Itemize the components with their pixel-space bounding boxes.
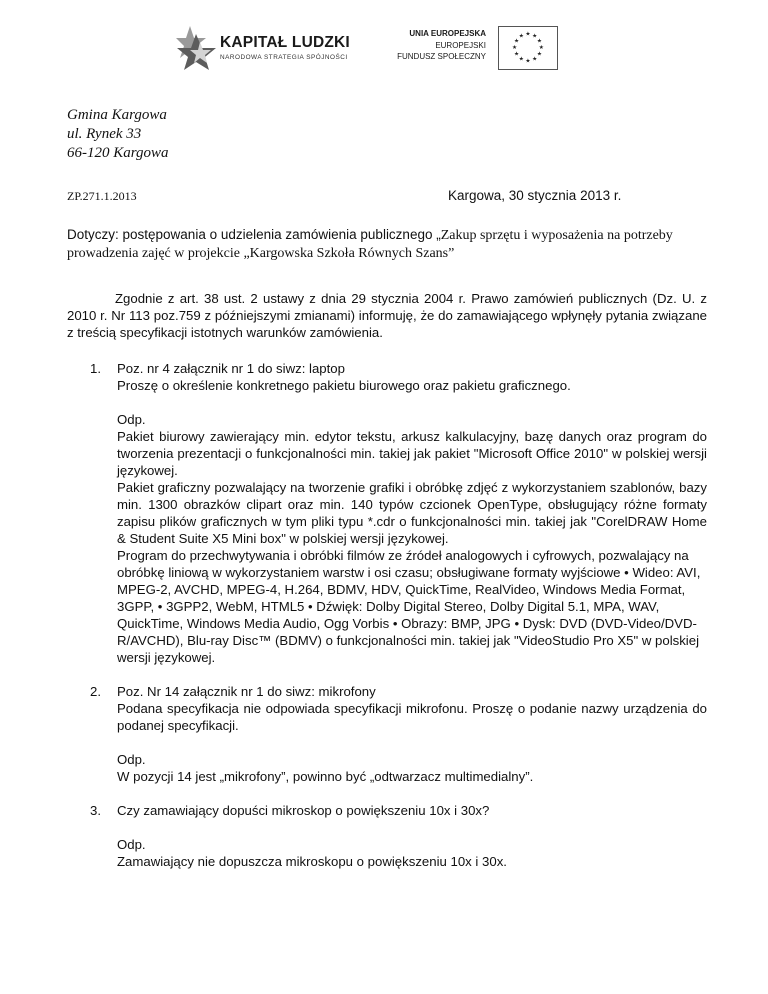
answer-paragraph: Program do przechwytywania i obróbki filmów ze źródeł analogowych i cyfrowych, pozwalający na obróbkę liniową w wykorzystaniem warstw i osi czasu; obsługiwane formaty wyjściowe • Wideo: AVI, MPEG-2, AVCHD, MPEG-4, H.264, BDMV, HDV, QuickTime, RealVideo, Windows Media Format, 3GPP, • 3GPP2, WebM, HTML5 • Dźwięk: Dolby Digital Stereo, Dolby Digital 5.1, MPA, WAV, QuickTime, Windows Media Audio, Ogg Vorbis • Obrazy: BMP, JPG • Dysk: DVD (DVD-Video/DVD-R/AVCHD), Blu-ray Disc™ (BDMV) o funkcjonalności min. takiej jak "VideoStudio Pro X5" w polskiej wersji językowej. xyxy=(117,548,701,665)
kapital-ludzki-logo xyxy=(176,24,376,76)
eu-logo-line1: UNIA EUROPEJSKA xyxy=(409,29,486,38)
answer-label: Odp. xyxy=(117,837,146,852)
reference-number: ZP.271.1.2013 xyxy=(67,189,137,203)
question-text: Podana specyfikacja nie odpowiada specyfikacji mikrofonu. Proszę o podanie nazwy urządzenia do podanej specyfikacji. xyxy=(117,701,707,733)
subject-line xyxy=(67,226,707,262)
list-item xyxy=(90,360,707,666)
kapital-ludzki-subtitle: NARODOWA STRATEGIA SPÓJNOŚCI xyxy=(220,54,348,61)
svg-text:★: ★ xyxy=(513,51,520,58)
answer-label: Odp. xyxy=(117,412,146,427)
answer-label: Odp. xyxy=(117,752,146,767)
document-date: Kargowa, 30 stycznia 2013 r. xyxy=(448,188,622,203)
svg-text:★: ★ xyxy=(536,51,543,58)
subject-text: Zakup sprzętu i wyposażenia na potrzeby prowadzenia zajęć w projekcie „Kargowska Szkoła Równych Szans” xyxy=(67,228,673,261)
item-number: 1. xyxy=(90,361,101,376)
kapital-ludzki-title: KAPITAŁ LUDZKI xyxy=(220,34,350,51)
address-line1: Gmina Kargowa xyxy=(67,107,167,123)
answer-paragraph: Pakiet graficzny pozwalający na tworzenie grafiki i obróbkę zdjęć z wykorzystaniem szablonów, bazy min. 1300 obrazków clipart oraz min. 140 typów czcionek OpenType, obsługujący różne formaty zapisu plików graficznych w tym pliki typu *.cdr o funkcjonalności min. takiej jak "CorelDRAW Home & Student Suite X5 Mini box" w polskiej wersji językowej. xyxy=(117,480,707,546)
svg-text:★: ★ xyxy=(518,33,524,40)
eu-logo-line3: FUNDUSZ SPOŁECZNY xyxy=(397,52,486,61)
svg-text:★: ★ xyxy=(538,44,544,51)
question-title: Poz. Nr 14 załącznik nr 1 do siwz: mikrofony xyxy=(117,684,376,699)
svg-text:★: ★ xyxy=(532,33,538,40)
eu-flag-icon xyxy=(498,26,558,70)
address-line2: ul. Rynek 33 xyxy=(67,126,142,142)
svg-text:★: ★ xyxy=(525,31,531,38)
question-text: Proszę o określenie konkretnego pakietu biurowego oraz pakietu graficznego. xyxy=(117,378,571,393)
address-line3: 66-120 Kargowa xyxy=(67,145,169,161)
eu-logo xyxy=(388,26,558,72)
svg-text:★: ★ xyxy=(525,58,531,65)
svg-text:★: ★ xyxy=(518,56,524,63)
intro-paragraph: Zgodnie z art. 38 ust. 2 ustawy z dnia 29 stycznia 2004 r. Prawo zamówień publicznych (Dz. U. z 2010 r. Nr 113 poz.759 z późniejszymi zmianami) informuję, że do zamawiającego wpłynęły pytania związane z treścią specyfikacji istotnych warunków zamówienia. xyxy=(67,291,707,340)
list-item xyxy=(90,683,707,785)
svg-text:★: ★ xyxy=(536,38,543,45)
question-text: Czy zamawiający dopuści mikroskop o powiększeniu 10x i 30x? xyxy=(117,803,490,818)
item-number: 2. xyxy=(90,684,101,699)
eu-logo-line2: EUROPEJSKI xyxy=(435,41,486,50)
kapital-ludzki-star-icon xyxy=(176,24,220,70)
answer-paragraph: Zamawiający nie dopuszcza mikroskopu o powiększeniu 10x i 30x. xyxy=(117,854,507,869)
answer-paragraph: W pozycji 14 jest „mikrofony”, powinno być „odtwarzacz multimedialny”. xyxy=(117,769,534,784)
sender-address xyxy=(67,106,169,163)
list-item xyxy=(90,802,707,870)
svg-text:★: ★ xyxy=(512,44,518,51)
item-number: 3. xyxy=(90,803,101,818)
answer-paragraph: Pakiet biurowy zawierający min. edytor tekstu, arkusz kalkulacyjny, bazę danych oraz program do tworzenia prezentacji o funkcjonalności min. takiej jak pakiet "Microsoft Office 2010" w polskiej wersji językowej. xyxy=(117,429,707,478)
question-title: Poz. nr 4 załącznik nr 1 do siwz: laptop xyxy=(117,361,345,376)
subject-prefix: Dotyczy: postępowania o udzielenia zamówienia publicznego „ xyxy=(67,227,441,242)
eu-logo-text xyxy=(397,28,486,62)
svg-text:★: ★ xyxy=(513,38,520,45)
svg-text:★: ★ xyxy=(532,56,538,63)
questions-list xyxy=(90,360,707,870)
